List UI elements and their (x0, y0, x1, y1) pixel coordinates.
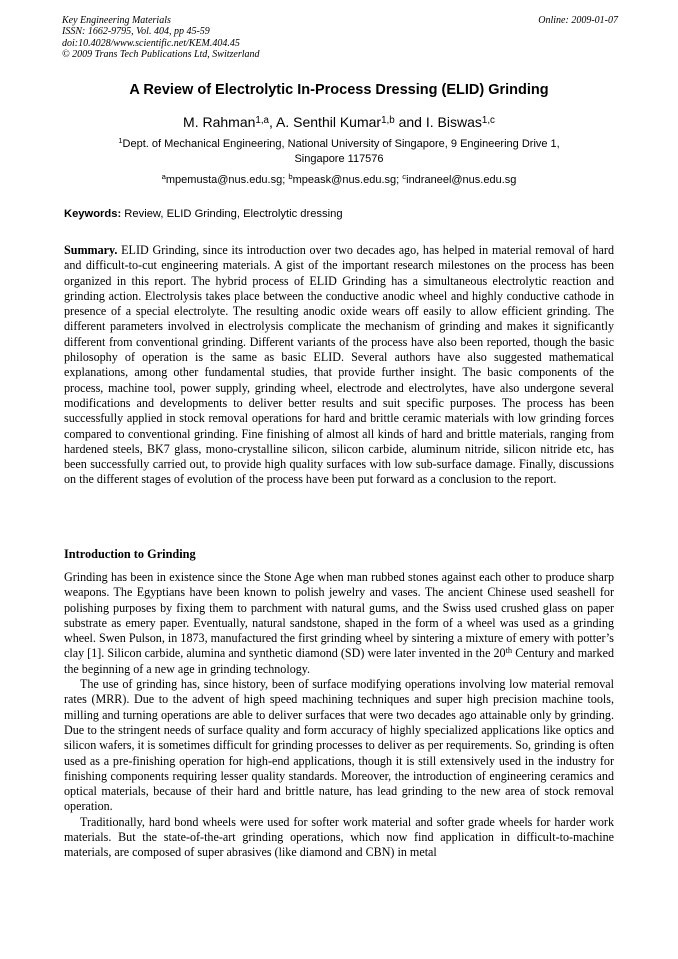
affiliation-line1: Dept. of Mechanical Engineering, National University of Singapore, 9 Engineering Drive 1, (122, 138, 560, 150)
paragraph-text: Grinding has been in existence since the Stone Age when man rubbed stones against each other to produce sharp weapons. The Egyptians have been known to polish jewelry and vases. The ancient Chinese used seashell for polishing purposes by fixing them to parchment with natural gums, and the Swiss used crushed glass on paper substrate as emery paper. Eventually, natural sandstone, shaped in the form of a wheel was used as a grinding wheel. Swen Pulson, in 1873, manufactured the first grinding wheel by sintering a mixture of emery with potter’s clay [1]. Silicon carbide, alumina and synthetic diamond (SD) were later invented in the 20 (64, 570, 614, 661)
body-paragraph: Traditionally, hard bond wheels were used for softer work material and softer grade wheels for harder work materials. But the state-of-the-art grinding operations, which now find application in difficult-to-machine materials, are composed of super abrasives (like diamond and CBN) in metal (64, 814, 614, 860)
keywords-label: Keywords: (64, 208, 122, 220)
paragraph-text: Century and marked the beginning of a new age in grinding technology. (64, 646, 614, 676)
email-mark: b (288, 172, 293, 181)
section-heading: Introduction to Grinding (64, 547, 196, 561)
email-list (40, 174, 638, 186)
email-address: mpemusta@nus.edu.sg (165, 174, 283, 186)
author-affil-mark: 1,c (481, 115, 495, 126)
author-name: M. Rahman (183, 114, 256, 130)
keywords-text: Review, ELID Grinding, Electrolytic dressing (121, 208, 343, 220)
author-name: I. Biswas (425, 114, 482, 130)
superscript: th (505, 645, 513, 656)
email-mark: c (402, 172, 407, 181)
email-separator: ; (282, 174, 289, 186)
author-list (40, 114, 638, 130)
author-name: A. Senthil Kumar (276, 114, 382, 130)
email-separator: ; (396, 174, 403, 186)
copyright-line: © 2009 Trans Tech Publications Ltd, Switzerland (62, 49, 260, 61)
doi-line: doi:10.4028/www.scientific.net/KEM.404.45 (62, 37, 240, 49)
body-paragraph (64, 570, 614, 677)
journal-header (62, 15, 618, 61)
affiliation (80, 137, 598, 167)
author-separator: , (269, 114, 277, 130)
keywords (64, 208, 614, 220)
affiliation-mark: 1 (118, 136, 123, 145)
summary-label: Summary. (64, 243, 118, 257)
author-separator: and (394, 114, 426, 130)
email-mark: a (161, 172, 166, 181)
author-affil-mark: 1,b (381, 115, 395, 126)
online-date: Online: 2009-01-07 (538, 15, 618, 26)
issn-line: ISSN: 1662-9795, Vol. 404, pp 45-59 (62, 26, 210, 38)
journal-name: Key Engineering Materials (62, 15, 171, 26)
section-body (64, 570, 614, 861)
body-paragraph: The use of grinding has, since history, been of surface modifying operations involving low material removal rates (MRR). Due to the advent of high speed machining techniques and super high precision machine tools, milling and turning operations are able to deliver surfaces that were two decades ago attainable only by grinding. Due to the stringent needs of surface quality and form accuracy of highly specialized applications like optics and silicon wafers, it is sometimes difficult for grinding processes to deliver as per requirements. So, grinding is often used as a pre-finishing operation for high-end applications, though it is still extensively used in the industry for finishing components requiring lesser quality standards. Moreover, the introduction of engineering ceramics and optical materials, because of their hard and brittle nature, has lead grinding to the new area of stock removal operation. (64, 677, 614, 814)
summary-paragraph (64, 243, 614, 488)
affiliation-line2: Singapore 117576 (294, 153, 384, 165)
author-affil-mark: 1,a (255, 115, 270, 126)
paper-title: A Review of Electrolytic In-Process Dressing (ELID) Grinding (129, 82, 549, 98)
email-address: indraneel@nus.edu.sg (406, 174, 517, 186)
email-address: mpeask@nus.edu.sg (292, 174, 397, 186)
summary-text: ELID Grinding, since its introduction over two decades ago, has helped in material removal of hard and difficult-to-cut engineering materials. A gist of the important research milestones on the process has been organized in this report. The hybrid process of ELID Grinding has a simultaneous electrolytic reaction and grinding action. Electrolysis takes place between the conductive anodic wheel and highly conductive cathode in presence of a special electrolyte. The resulting anodic oxide wears off easily to allow efficient grinding. The different parameters involved in electrolysis complicate the mechanism of grinding and makes it significantly different from conventional grinding. Different variants of the process have also been reported, though the basic philosophy of operation is the same as basic ELID. Several authors have also suggested mathematical explanations, among other fundamental studies, that provide further insight. The basic components of the process, machine tool, power supply, grinding wheel, electrode and electrolytes, have also undergone several modifications and developments to deliver better results and suit specific purposes. The process has been successfully applied in stock removal operations for hard and brittle ceramic materials with low grinding forces compared to conventional grinding. Fine finishing of almost all kinds of hard and brittle materials, ranging from hardened steels, BK7 glass, mono-crystalline silicon, silicon carbide, aluminum nitride, silicon nitride etc, has been successfully carried out, to provide high quality surfaces with low sub-surface damage. Finally, discussions on the different stages of evolution of the process have been put forward as a conclusion to the report. (64, 243, 614, 487)
